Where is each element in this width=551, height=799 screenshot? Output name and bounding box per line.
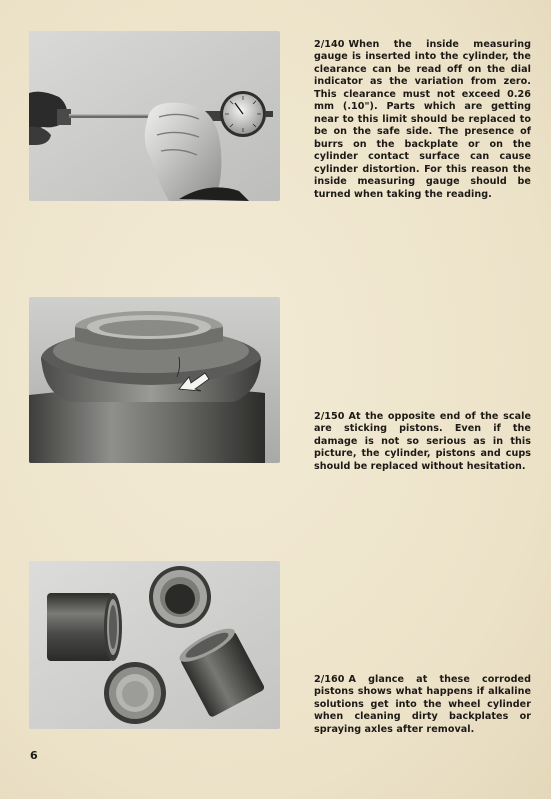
caption-text: At the opposite end of the scale are sticking pistons. Even if the damage is not so serious as in this picture, the cylinder, pistons and cups should be replaced without hesitation.	[314, 410, 531, 472]
photo-sticking-piston	[29, 297, 280, 463]
photo-corroded-pistons	[29, 561, 280, 729]
photo-measuring-gauge	[29, 31, 280, 201]
caption-text: A glance at these corroded pistons shows what happens if alkaline solutions get into the wheel cylinder when cleaning dirty backplates or spraying axles after removal.	[314, 673, 531, 735]
caption-2-150	[314, 411, 531, 474]
page-number: 6	[30, 749, 38, 762]
figure-number: 2/160	[314, 673, 345, 685]
figure-number: 2/150	[314, 410, 345, 422]
caption-2-160	[314, 674, 531, 737]
caption-2-140	[314, 39, 531, 202]
figure-number: 2/140	[314, 38, 345, 50]
caption-text: When the inside measuring gauge is inserted into the cylinder, the clearance can be read off on the dial indicator as the variation from zero. This clearance must not exceed 0.26 mm (.10"). Parts which are getting near to this limit should be replaced to be on the safe side. The presence of burrs on the backplate or on the cylinder contact surface can cause cylinder distortion. For this reason the inside measuring gauge should be turned when taking the reading.	[314, 38, 531, 200]
